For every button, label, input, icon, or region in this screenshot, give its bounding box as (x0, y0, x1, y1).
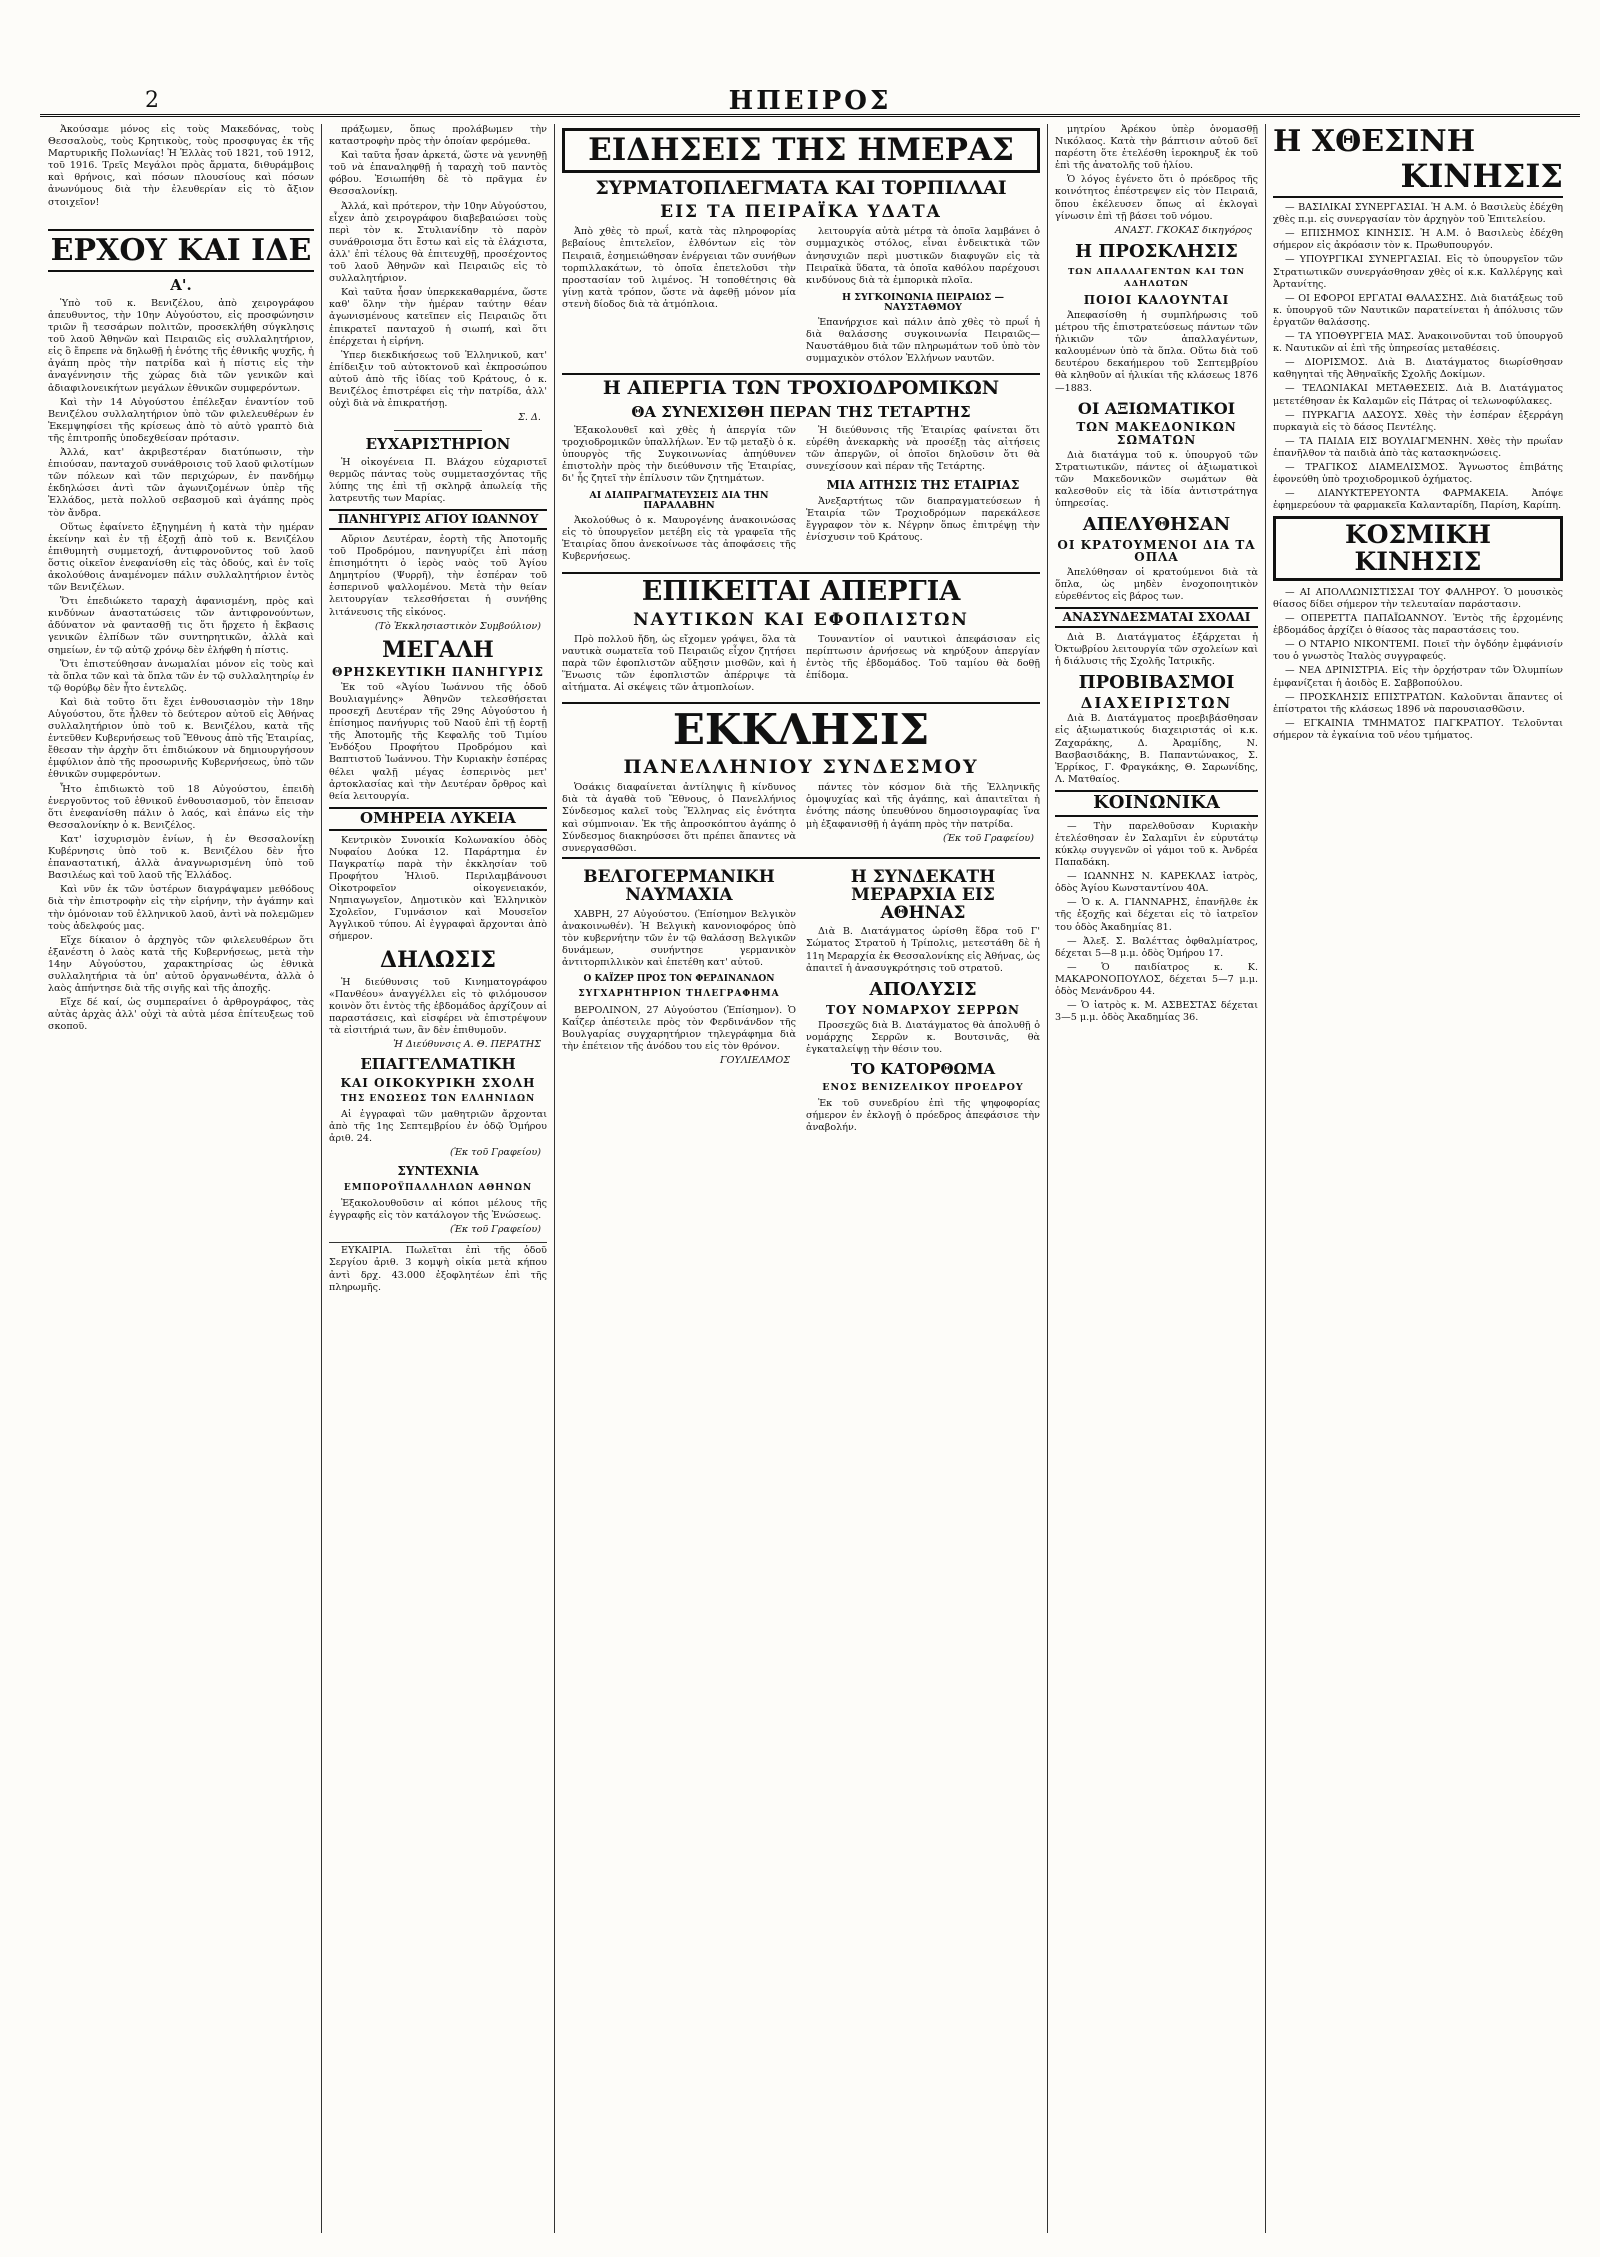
paragraph: Ἐκ τοῦ «Ἁγίου Ἰωάννου τῆς ὁδοῦ Βουλιαγμένης» Ἀθηνῶν τελεσθήσεται προσεχῆ Δευτέραν τῆς 29ης Αὐγούστου ἡ ἐπίσημος πανήγυρις τοῦ Ναοῦ ἐπὶ τῇ ἐορτῇ τῆς Ἀποτομῆς τῆς Κεφαλῆς τοῦ Τιμίου Ἐνδόξου Προφήτου Προδρόμου καὶ Βαπτιστοῦ Ἰωάννου. Τὴν Κυριακὴν ἑσπέρας θέλει ψαλῇ μέγας ἑσπερινὸς μετ' ἀρτοκλασίας καὶ τὴν Δευτέραν ὄρθρος καὶ θεία λειτουργία. (329, 681, 547, 802)
two-column-block (562, 857, 1040, 1136)
masthead (40, 88, 1580, 117)
heading: Η ΠΡΟΣΚΛΗΣΙΣ (1075, 240, 1238, 262)
two-column-block (562, 782, 1040, 857)
paragraph: Διὰ διατάγμα τοῦ κ. ὑπουργοῦ τῶν Στρατιωτικῶν, πάντες οἱ ἀξιωματικοὶ τῶν Μακεδονικῶν σωμάτων θὰ καλεσθοῦν εἰς τὰ ἰδία ἀντιστράτηγα ὑπηρεσίας. (1055, 449, 1258, 510)
column-3 (562, 124, 1040, 2237)
heading: Η ΣΥΝΔΕΚΑΤΗ ΜΕΡΑΡΧΙΑ ΕΙΣ ΑΘΗΝΑΣ (850, 866, 996, 923)
list-item: — ΒΑΣΙΛΙΚΑΙ ΣΥΝΕΡΓΑΣΙΑΙ. Ἡ Α.Μ. ὁ Βασιλεὺς ἐδέχθη χθὲς π.μ. εἰς συνεργασίαν τὸν ἀρχηγὸν τοῦ Ἐπιτελείου. (1273, 202, 1563, 226)
paragraph: Ὁσάκις διαφαίνεται ἀντίληψις ἢ κίνδυνος διὰ τὰ ἀγαθὰ τοῦ Ἔθνους, ὁ Πανελλήνιος Σύνδεσμος καλεῖ τοὺς Ἕλληνας εἰς ἑνότητα καὶ σύμπνοιαν. Ἐκ τῆς ἀπροσκόπτου ἀγάπης ὁ Σύνδεσμος διακηρύσσει ὅτι πρέπει ἅπαντες νὰ συνεργασθῶσι. (562, 782, 796, 854)
list-item: — ΤΑ ΥΠΟΘΥΡΓΕΙΑ ΜΑΣ. Ἀνακοινοῦνται τοῦ ὑπουργοῦ κ. Ναυτικῶν αἱ ἐπὶ τῆς ὑπηρεσίας μεταθέσεις. (1273, 331, 1563, 355)
paragraph: Καὶ τὴν 14 Αὐγούστου ἐπέλεξαν ἐναντίον τοῦ Βενιζέλου συλλαλητήριον ὑπὸ τῶν φιλελευθέρων ἐν Ἐκεμψηφίσει τῆς κρίσεως ἀπὸ τὸ αὐτὸ γραπτὸ διὰ τῆς ἐπιτροπῆς ὑποδεχθείσαν πρότασιν. (48, 396, 314, 444)
heading: ΣΥΡΜΑΤΟΠΛΕΓΜΑΤΑ ΚΑΙ ΤΟΡΠΙΛΛΑΙ (595, 176, 1007, 199)
paragraph: Ἀλλά, καὶ πρότερον, τὴν 10ην Αὐγούστου, εἶχεν ἀπὸ χειρογράφου διαβεβαιώσει τοὺς περὶ τὸν κ. Στυλιανίδην τὸ παρὸν συνάθροισμα ὅτι ἔστω καὶ εἰς τὰ ἐλάχιστα, ἀλλ' ἐπὶ τέλους θὰ ἐπιτευχθῇ, προσέχοντος τοῦ λαοῦ Ἀθηνῶν καὶ Πειραιῶς εἰς τὸ συλλαλητήριον. (329, 200, 547, 285)
paragraph: Ἀκολούθως ὁ κ. Μαυρογένης ἀνακοινώσας εἰς τὸ ὑπουργεῖον μετέβη εἰς τὰ γραφεῖα τῆς Ἑταιρίας ὅπου ἀνεκοίνωσε τὰς ἀποφάσεις τῆς Κυβερνήσεως. (562, 515, 796, 563)
heading: ΑΝΑΣΥΝΔΕΣΜΑΤΑΙ ΣΧΟΛΑΙ (1055, 607, 1258, 628)
paragraph: Καὶ ταῦτα ἦσαν ὑπερκεκαθαρμένα, ὥστε καθ' ὅλην τὴν ἡμέραν ταύτην θέαν ἀγωνισμένους κατεῖπεν εἰς Πειραιῶς ὅτι ἐπικρατεῖ πανταχοῦ ἡ σιωπή, καὶ ὅτι ἐπέρχεται ἡ εἰρήνη. (329, 287, 547, 347)
paragraph: Εἴχε δέ καί, ὡς συμπεραίνει ὁ ἀρθρογράφος, τὰς αὐτὰς ἀρχὰς ἀλλ' οὐχὶ τὰ αὐτὰ μέσα ἐπίτευξεως τοῦ σκοποῦ. (48, 997, 314, 1033)
list-item: — ΥΠΟΥΡΓΙΚΑΙ ΣΥΝΕΡΓΑΣΙΑΙ. Εἰς τὸ ὑπουργεῖον τῶν Στρατιωτικῶν συνεργάσθησαν χθὲς οἱ κ.κ. Καλλέργης καὶ Ἀρτανίτης. (1273, 254, 1563, 290)
list-item: — ΤΡΑΓΙΚΟΣ ΔΙΑΜΕΛΙΣΜΟΣ. Ἄγνωστος ἐπιβάτης ἐφονεύθη ὑπὸ τροχιοδρομικοῦ ὀχήματος. (1273, 461, 1563, 486)
heading: ΕΚΚΛΗΣΙΣ (562, 702, 1040, 752)
two-column-block (562, 226, 1040, 367)
heading: ΟΜΗΡΕΙΑ ΛΥΚΕΙΑ (329, 807, 547, 831)
two-column-block (562, 634, 1040, 696)
two-column-block (562, 425, 1040, 566)
subheading: ΕΙΣ ΤΑ ΠΕΙΡΑΪΚΑ ΥΔΑΤΑ (660, 202, 942, 223)
list-item: — ΝΕΑ ΔΡΙΝΙΣΤΡΙΑ. Εἰς τὴν ὀρχήστραν τῶν Ὀλυμπίων ἐμφανίζεται ἡ ἀοιδὸς Ε. Σαββοπούλου. (1273, 665, 1563, 689)
paragraph: Ὅτι ἐπεδιώκετο ταραχὴ ἀφανισμένη, πρὸς καὶ κινδύνων ἀναστατώσεις τῶν ἀντιφρονούντων, ἀδύνατον νὰ φαντασθῇ τις ὅτι ἤρχετο ἡ ἔκβασις γενικῶν ἐλπίδων τῶν συντηρητικῶν, ἀλλὰ καὶ σημείων, ἐν τῷ αὐτῷ χρόνῳ δὲν ἐλήφθη ἡ πίστις. (48, 596, 314, 656)
list-item: — Ὁ κ. Α. ΓΙΑΝΝΑΡΗΣ, ἐπανῆλθε ἐκ τῆς ἐξοχῆς καὶ δέχεται εἰς τὸ ἰατρεῖον του ὁδὸς Ἀκαδημίας 81. (1055, 897, 1258, 933)
heading: ΔΗΛΩΣΙΣ (380, 947, 496, 974)
paragraph: Ὑπὸ τοῦ κ. Βενιζέλου, ἀπὸ χειρογράφου ἀπευθυντος, τὴν 10ην Αὐγούστου, εἰς προσφώνησιν τριῶν ἢ τεσσάρων πολιτῶν, προσεκλήθη σύγκλησις τοῦ λαοῦ Ἀθηνῶν καὶ Πειραιῶς εἰς συλλαλητήριον, εἰς ὃ ἔπρεπε νὰ δηλωθῇ ἡ ἑνότης τῆς ἐθνικῆς ψυχῆς, ἡ ἀγάπη πρὸς τὴν πατρίδα καὶ ἡ πίστις εἰς τὴν ἀναγέννησιν τῆς χώρας διὰ τῶν γενικῶν καὶ ἀδιαφιλονεικήτων μεγάλων ἐθνικῶν συμφερόντων. (48, 297, 314, 394)
signature: Ἡ Διεύθυνσις Α. Θ. ΠΕΡΑΤΗΣ (393, 1039, 541, 1050)
subheading: ΤΩΝ ΑΠΑΛΛΑΓΕΝΤΩΝ ΚΑΙ ΤΩΝ ΑΔΗΛΩΤΩΝ (1067, 266, 1246, 289)
heading: ΚΟΙΝΩΝΙΚΑ (1055, 790, 1258, 817)
paragraph: Κατ' ἰσχυρισμὸν ἐνίων, ἡ ἐν Θεσσαλονίκῃ Κυβέρνησις ὑπὸ τοῦ κ. Βενιζέλου δὲν ἦτο ἐπαναστατική, ἀλλὰ ἀναγνωρισμένη ὑπὸ τοῦ Βασιλέως καὶ τοῦ λαοῦ τῆς Ἑλλάδος. (48, 833, 314, 882)
subheading: ΤΗΣ ΕΝΩΣΕΩΣ ΤΩΝ ΕΛΛΗΝΙΔΩΝ (340, 1093, 536, 1104)
paragraph: Ἀνεξαρτήτως τῶν διαπραγματεύσεων ἡ Ἑταιρία τῶν Τροχιοδρόμων παρεκάλεσε ἔγγραφον τὸν κ. Νέγρην ὅπως ἐπιτρέψῃ τὴν ἐνίσχυσιν τοῦ Κράτους. (806, 495, 1040, 544)
heading: Η ΣΥΓΚΟΙΝΩΝΙΑ ΠΕΙΡΑΙΩΣ — ΝΑΥΣΤΑΘΜΟΥ (841, 291, 1005, 313)
paragraph: Ἀπελύθησαν οἱ κρατούμενοι διὰ τὰ ὅπλα, ὡς μηδὲν ἐνοχοποιητικὸν εὑρεθέντος εἰς βάρος των. (1055, 567, 1258, 603)
paragraph: Ἐπανήρχισε καὶ πάλιν ἀπὸ χθὲς τὸ πρωΐ ἡ διὰ θαλάσσης συγκοινωνία Πειραιῶς—Ναυστάθμου διὰ τῶν πληρωμάτων τοῦ ὑπὸ τὸν συμμαχικὸν στόλον Ἑλλήνων ναυτῶν. (806, 316, 1040, 365)
source: (Τὸ Ἐκκλησιαστικὸν Συμβούλιον) (374, 620, 541, 632)
list-item: — ΕΠΙΣΗΜΟΣ ΚΙΝΗΣΙΣ. Ἡ Α.Μ. ὁ Βασιλεὺς ἐδέχθη σήμερον εἰς ἀκρόασιν τὸν κ. Πρωθυπουργόν. (1273, 228, 1563, 252)
paragraph: Ἡ διεύθυνσις τοῦ Κινηματογράφου «Πανθέου» ἀναγγέλλει εἰς τὸ φιλόμουσον κοινὸν ὅτι ἐντὸς τῆς ἐβδομάδος ἀρχίζουν αἱ παραστάσεις, καὶ εἰσφέρει νὰ ἐπιστρέψουν τὰ εἰσιτήριά των, ἂν δὲν ἐπιθυμοῦν. (329, 976, 547, 1036)
news-banner: ΕΙΔΗΣΕΙΣ ΤΗΣ ΗΜΕΡΑΣ (562, 128, 1040, 173)
subheading: ΕΝΟΣ ΒΕΝΙΖΕΛΙΚΟΥ ΠΡΟΕΔΡΟΥ (822, 1081, 1024, 1093)
heading: ΣΥΝΤΕΧΝΙΑ (397, 1164, 479, 1179)
newspaper-title: ΗΠΕΙΡΟΣ (728, 86, 892, 116)
list-item: — Ὁ ἰατρὸς κ. Μ. ΑΣΒΕΣΤΑΣ δέχεται 3—5 μ.μ. ὁδὸς Ἀκαδημίας 36. (1055, 1000, 1258, 1024)
paragraph: Ἐξακολουθεῖ καὶ χθὲς ἡ ἀπεργία τῶν τροχιοδρομικῶν ὑπαλλήλων. Ἐν τῷ μεταξὺ ὁ κ. ὑπουργὸς τῆς Συγκοινωνίας ἀπηύθυνεν ἐπιστολὴν πρὸς τὴν διεύθυνσιν τῆς Ἑταιρίας, δι' ἧς ζητεῖ τὴν ἐπίλυσιν τῶν ζητημάτων. (562, 424, 796, 485)
heading: ΑΙ ΔΙΑΠΡΑΓΜΑΤΕΥΣΕΙΣ ΔΙΑ ΤΗΝ ΠΑΡΑΛΑΒΗΝ (589, 490, 769, 512)
paragraph: Καὶ διὰ τοῦτο ὅτι ἔχει ἐνθουσιασμὸν τὴν 18ην Αὐγούστου, ὅτε ἦλθεν τὸ δεύτερον αὐτοῦ εἰς Ἀθήνας συλλαλητήριον ὑπὸ τοῦ κ. Βενιζέλου, κατὰ τῆς ἐντεῦθεν Κυβερνήσεως τοῦ Ἔθνους ἀπὸ τῆς Ἑταιρίας, ἔθεσαν τὴν ἀρχὴν ὅτι ἐπιδιώκουν νὰ δημιουργήσουν ἐμφύλιον ἀπὸ τῆς προσωρινῆς Κυβερνήσεως, ὑπὸ τῶν ἐθνικῶν συμφερόντων. (48, 696, 314, 781)
subheading: ΤΩΝ ΜΑΚΕΔΟΝΙΚΩΝ ΣΩΜΑΤΩΝ (1076, 420, 1237, 447)
list-item: — ΔΙΟΡΙΣΜΟΣ. Διὰ Β. Διατάγματος διωρίσθησαν καθηγηταὶ τῆς Ἀθηναϊκῆς Σχολῆς Δοκίμων. (1273, 357, 1563, 381)
paragraph: πράξωμεν, ὅπως προλάβωμεν τὴν καταστροφὴν πρὸς τὴν ὁποίαν φερόμεθα. (329, 124, 547, 148)
paragraph: Ἀλλά, κατ' ἀκριβεστέραν διατύπωσιν, τὴν ἐπιούσαν, πανταχοῦ συνάθροισις τοῦ λαοῦ φιλοτίμων τῶν πόλεων καὶ τῶν περιχώρων, ἐν πανδήμῳ ἐκδηλώσει ἀντὶ τῶν ἀγωνιζομένων ὑπὲρ τῆς Ἑλλάδος, μετὰ πολλοῦ σεβασμοῦ καὶ ἀγάπης πρὸς τὸν ἄνδρα. (48, 447, 314, 519)
paragraph: Ἡ οἰκογένεια Π. Βλάχου εὐχαριστεῖ θερμῶς πάντας τοὺς συμμετασχόντας τῆς λύπης της ἐπὶ τῇ σκληρᾷ ἀπωλείᾳ τῆς λατρευτῆς των Μαρίας. (329, 457, 547, 505)
column-rule (1047, 124, 1048, 2233)
paragraph: Ἀπεφασίσθη ἡ συμπλήρωσις τοῦ μέτρου τῆς ἐπιστρατεύσεως πάντων τῶν ἡλικιῶν τῶν ἀπαλλαγέντων, καλουμένων ὑπὸ τὰ ὅπλα. Οὕτω διὰ τοῦ δευτέρου δεκαήμερου τοῦ Σεπτεμβρίου θὰ κληθοῦν αἱ ἡλικίαι τῆς κλάσεως 1876—1883. (1055, 310, 1258, 394)
list-item: — ΤΕΛΩΝΙΑΚΑΙ ΜΕΤΑΘΕΣΕΙΣ. Διὰ Β. Διατάγματος μετετέθησαν ἐκ Καλαμῶν εἰς Πάτρας οἱ τελωνοφύλακες. (1273, 383, 1563, 407)
paragraph: Ἐκ τοῦ συνεδρίου ἐπὶ τῆς ψηφοφορίας σήμερον ἐν ἐκλογῇ ὁ πρόεδρος ἀπεφάσισε τὴν ἀναβολήν. (806, 1097, 1040, 1134)
subheading: ΠΑΝΕΛΛΗΝΙΟΥ ΣΥΝΔΕΣΜΟΥ (623, 756, 979, 779)
paragraph: λειτουργία αὐτὰ μέτρα τὰ ὁποῖα λαμβάνει ὁ συμμαχικὸς στόλος, εἶναι ἐνδεικτικὰ τῶν ἀνησυχιῶν περὶ μυστικῶν διαφυγῶν εἰς τὰ Πειραϊκὰ ὕδατα, τὰ ὁποῖα καθόλου παρέχουσι κινδύνους διὰ τὰ ἐμπορικὰ πλοῖα. (806, 226, 1040, 286)
paragraph: Ἦτο ἐπιδιωκτὸ τοῦ 18 Αὐγούστου, ἐπειδὴ ἐνεργοῦντος τοῦ ἐθνικοῦ ἐνθουσιασμοῦ, τὸν ἔπεισαν ὅτι ἐνεφανίσθη πάλιν ὁ λαός, καὶ ἐπάνω εἰς τὴν Θεσσαλονίκην ὁ κ. Βενιζέλος. (48, 783, 314, 831)
paragraph: Ὑπερ διεκδικήσεως τοῦ Ἑλληνικοῦ, κατ' ἐπίδειξιν τοῦ αὐτοκτονοῦ καὶ ἐκπροσώπου αὐτοῦ ἀπὸ τῆς ἰδίας τοῦ Κράτους, ὁ κ. Βενιζέλος ἐπιστρέφει εἰς τὴν πατρίδα, ἀλλ' οὐχὶ διὰ νὰ ἐπικρατήσῃ. (329, 349, 547, 410)
list-item: — ΠΥΡΚΑΓΙΑ ΔΑΣΟΥΣ. Χθὲς τὴν ἑσπέραν ἐξερράγη πυρκαγιὰ εἰς τὸ δάσος Πεντέλης. (1273, 409, 1563, 433)
paragraph: μητρίου Ἀρέκου ὑπὲρ ὀνομασθῇ Νικόλαος. Κατὰ τὴν βάπτισιν αὐτοῦ δεῖ παρέστη ὅτε ἐτελέσθη ἱεροκηρυξ ἐκ τοῦ ἐπὶ τῆς ἀνατολῆς τοῦ ἡλίου. (1055, 124, 1258, 172)
paragraph: Ἐξακολουθοῦσιν αἱ κόποι μέλους τῆς ἐγγραφῆς εἰς τὸν κατάλογον τῆς Ἑνώσεως. (329, 1198, 547, 1222)
column-1 (48, 124, 314, 2237)
list-item: — Ο ΝΤΑΡΙΟ ΝΙΚΟΝΤΕΜΙ. Ποιεῖ τὴν ὀγδόην ἐμφάνισίν του ὁ γνωστὸς Ἰταλὸς συγγραφεύς. (1273, 639, 1563, 663)
heading: Η ΑΠΕΡΓΙΑ ΤΩΝ ΤΡΟΧΙΟΔΡΟΜΙΚΩΝ (562, 373, 1040, 399)
heading: ΠΑΝΗΓΥΡΙΣ ΑΓΙΟΥ ΙΩΑΝΝΟΥ (329, 509, 547, 530)
column-rule (321, 124, 322, 2233)
paragraph: Κεντρικὸν Συνοικία Κολωνακίου ὁδὸς Νυφαίου Δούκα 12. Παράρτημα ἐν Παγκρατίῳ παρὰ τὴν ἐκκλησίαν τοῦ Προφήτου Ἠλιοῦ. Περιλαμβάνουσι Οἰκοτροφεῖον οἰκογενειακόν, Νηπιαγωγεῖον, Δημοτικὸν καὶ Ἑλληνικὸν Σχολεῖον, Γυμνάσιον καὶ Μουσεῖον Ἀγγλικοῦ τύπου. Αἱ ἐγγραφαὶ ἄρχονται ἀπὸ σήμερον. (329, 834, 547, 943)
paragraph: Πρὸ πολλοῦ ἤδη, ὡς εἴχομεν γράψει, ὅλα τὰ ναυτικὰ σωματεῖα τοῦ Πειραιῶς εἶχον ζητήσει παρὰ τῶν ἐφοπλιστῶν αὔξησιν μισθῶν, καὶ ἡ Ἕνωσις τῶν ἐφοπλιστῶν ἀπέρριψε τὰ αἰτήματα. Αἱ σκέψεις τῶν ἀτμοπλοίων. (562, 633, 796, 694)
paragraph: Ἡ διεύθυνσις τῆς Ἑταιρίας φαίνεται ὅτι εὑρέθη ἀνεκαρκὴς νὰ προσέξῃ τὰς αἰτήσεις τῶν ἀπεργῶν, οἱ ὁποῖοι δηλοῦσιν ὅτι θὰ συνεχίσουν καὶ πέραν τῆς Τετάρτης. (806, 424, 1040, 473)
list-item: — ΟΠΕΡΕΤΤΑ ΠΑΠΑΪΩΑΝΝΟΥ. Ἐντὸς τῆς ἐρχομένης ἑβδομάδος ἀρχίζει ὁ θίασος τὰς παραστάσεις του. (1273, 613, 1563, 637)
heading: ΒΕΛΓΟΓΕΡΜΑΝΙΚΗ ΝΑΥΜΑΧΙΑ (583, 866, 775, 905)
intro-text: Ἀκούσαμε μόνος εἰς τοὺς Μακεδόνας, τοὺς Θεσσαλοὺς, τοὺς Κρητικοὺς, τοὺς προσφυγας ἐκ τῆς Μαρτυρικῆς Πολωνίας! Ἡ Ἑλλὰς τοῦ 1821, τοῦ 1912, τοῦ 1916. Τρεῖς Μεγάλοι πρὸς ἄρματα, διθυράμβοις καὶ θρήνοις, καὶ πόσων πλουσίους καὶ πόσων ἀνωνύμους διὰ τὴν ἐλευθερίαν εἰς τὸ ἄξιον στοιχεῖον! (48, 124, 314, 208)
source: (Ἐκ τοῦ Γραφείου) (450, 1224, 541, 1236)
paragraph: Διὰ Β. Διατάγματος προεβιβάσθησαν εἰς ἀξιωματικούς διαχειριστάς οἱ κ.κ. Ζαχαράκης, Δ. Ἀραμίδης, Ν. Βασβασιδάκης, Β. Παπαντώνακος, Σ. Ἐρρίκος, Γ. Φραγκάκης, Θ. Σαρωνίδης, Λ. Ματθαίος. (1055, 713, 1258, 785)
heading: ΕΥΧΑΡΙΣΤΗΡΙΟΝ (365, 435, 511, 454)
list-item: — ΑΙ ΑΠΟΛΛΩΝΙΣΤΙΣΣΑΙ ΤΟΥ ΦΑΛΗΡΟΥ. Ὁ μουσικὸς θίασος δίδει σήμερον τὴν τελευταίαν παράστασιν. (1273, 586, 1563, 610)
subheading: ΝΑΥΤΙΚΩΝ ΚΑΙ ΕΦΟΠΛΙΣΤΩΝ (633, 609, 969, 630)
subheading: ΘΑ ΣΥΝΕΧΙΣΘΗ ΠΕΡΑΝ ΤΗΣ ΤΕΤΑΡΤΗΣ (631, 403, 971, 422)
section-title: Η ΧΘΕΣΙΝΗ (1273, 124, 1476, 159)
list-item: — ΙΩΑΝΝΗΣ Ν. ΚΑΡΕΚΛΑΣ ἰατρὸς, ὁδὸς Ἁγίου Κωνσταντίνου 40Α. (1055, 871, 1258, 895)
column-rule (554, 124, 555, 2233)
paragraph: Εἴχε δίκαιον ὁ ἀρχηγὸς τῶν φιλελευθέρων ὅτι ἐξανέστη ὁ λαὸς κατὰ τῆς Κυβερνήσεως, μετὰ τὴν 14ην Αὐγούστου, χαρακτηρίσας ὡς ἐθνικὰ συλλαλητήρια τὰ ὑπ' αὐτοῦ ὀργανωθέντα, ἀλλὰ ὁ λαὸς ἀπήντησε διὰ τῆς σιγῆς καὶ τῆς ἀποχῆς. (48, 934, 314, 995)
paragraph: Ἀπὸ χθὲς τὸ πρωΐ, κατὰ τὰς πληροφορίας βεβαίους ἐπιτελεῖον, ἐλθόντων εἰς τὸν Πειραιᾶ, ἐσημειώθησαν ἐνέργειαι τῶν συνήθων τορπιλλακάτων, τὸ ὁποῖα ἐπετελοῦσι τὴν προστασίαν τοῦ λιμένος. Ἡ τοποθέτησις θὰ γίνῃ κατὰ τρόπον, ὥστε νὰ ἀφεθῇ μόνον μία στενὴ δίοδος διὰ τὰ ἀτμόπλοια. (562, 226, 796, 310)
section-title: ΚΙΝΗΣΙΣ (1273, 160, 1563, 199)
section-title: ΚΟΣΜΙΚΗ ΚΙΝΗΣΙΣ (1273, 516, 1563, 581)
column-4 (1055, 124, 1258, 2237)
list-item: — Ἀλεξ. Σ. Βαλέττας ὀφθαλμίατρος, δέχεται 5—8 μ.μ. ὁδὸς Ὁμήρου 17. (1055, 935, 1258, 959)
paragraph: Αὔριον Δευτέραν, ἑορτὴ τῆς Ἀποτομῆς τοῦ Προδρόμου, πανηγυρίζει ἐπὶ πάσῃ ἐπισημότητι ὁ ἱερὸς ναὸς τοῦ Ἁγίου Δημητρίου (Ψυρρῆ), τὴν ἑσπέραν τοῦ ἑσπερινοῦ ψαλλομένου. Μετὰ τὴν θείαν λειτουργίαν τελεσθήσεται ἡ συνήθης λιτάνευσις τῆς εἰκόνος. (329, 533, 547, 618)
page-number: 2 (145, 88, 159, 113)
list-item: — ΟΙ ΕΦΟΡΟΙ ΕΡΓΑΤΑΙ ΘΑΛΑΣΣΗΣ. Διὰ διατάξεως τοῦ κ. ὑπουργοῦ τῶν Ναυτικῶν παρατείνεται ἡ ἀπόλυσις τῶν ἐργατῶν θαλάσσης. (1273, 292, 1563, 328)
paragraph: Τουναντίον οἱ ναυτικοὶ ἀπεφάσισαν εἰς περίπτωσιν ἀρνήσεως νὰ κηρύξουν ἀπεργίαν ἐντὸς τῆς ἑβδομάδος. Τοῦ ταμίου θὰ δοθῇ ἐπίδομα. (806, 633, 1040, 682)
signature: ΑΝΑΣΤ. ΓΚΟΚΑΣ δικηγόρος (1114, 224, 1252, 236)
paragraph: Διὰ Β. Διατάγματος ὡρίσθη ἕδρα τοῦ Γ' Σώματος Στρατοῦ ἡ Τρίπολις, μετεστάθη δὲ ἡ 11η Μεραρχία ἐκ Θεσσαλονίκης εἰς Ἀθήνας, ὡς ἀπαιτεῖ ἡ ἀνασυγκρότησις τοῦ στρατοῦ. (806, 926, 1040, 974)
subheading: ΔΙΑΧΕΙΡΙΣΤΩΝ (1080, 694, 1233, 713)
heading: ΤΟ ΚΑΤΟΡΘΩΜΑ (850, 1060, 996, 1078)
paragraph: Οὕτως ἐφαίνετο ἐξηγημένη ἡ κατὰ τὴν ημέραν ἐκείνην καὶ ἐν τῇ ἐξοχῇ ἀπὸ τοῦ κ. Βενιζέλου ἐπιθυμητὴ συμμετοχή, ἀντιφρονοῦντος τοῦ λαοῦ ὅστις οἰκεῖον ἐνεφανίσθη εἰς τὰς ὁδούς, καὶ ἐν τοῖς ἀκολούθοις ἀναμένομεν πάλιν συλλαλητήριον ἐντὸς τῶν Βενιζέλων. (48, 521, 314, 594)
source: (Ἐκ τοῦ Γραφείου) (943, 832, 1034, 844)
subheading: ΟΙ ΚΡΑΤΟΥΜΕΝΟΙ ΔΙΑ ΤΑ ΟΠΛΑ (1057, 538, 1256, 565)
list-item: — Τὴν παρελθοῦσαν Κυριακὴν ἐτελέσθησαν ἐν Σαλαμῖνι ἐν εὐρυτάτῳ κύκλῳ συγγενῶν οἱ γάμοι τοῦ κ. Ἀνδρέα Παπαδάκη. (1055, 820, 1258, 869)
heading: ΜΙΑ ΑΙΤΗΣΙΣ ΤΗΣ ΕΤΑΙΡΙΑΣ (826, 478, 1020, 493)
subheading: ΘΡΗΣΚΕΥΤΙΚΗ ΠΑΝΗΓΥΡΙΣ (331, 664, 545, 679)
paragraph: Ὅτι ἐπιστεύθησαν ἀνωμαλίαι μόνον εἰς τοὺς καὶ τὰ ὅπλα τῶν καὶ τὰ ὅπλα τῶν ἐν τῷ συλλαλητηρίῳ ἐν τῷ θορύβῳ δὲν ἦτο ἐντελῶς. (48, 658, 314, 694)
paragraph: Αἱ ἐγγραφαὶ τῶν μαθητριῶν ἄρχονται ἀπὸ τῆς 1ης Σεπτεμβρίου ἐν ὁδῷ Ὁμήρου ἀριθ. 24. (329, 1109, 547, 1145)
list-item: — ΔΙΑΝΥΚΤΕΡΕΥΟΝΤΑ ΦΑΡΜΑΚΕΙΑ. Ἀπόψε ἐφημερεύουν τὰ φαρμακεῖα Καλανταρίδη, Παρίση, Καρίπη. (1273, 488, 1563, 512)
subheading: ΣΥΓΧΑΡΗΤΗΡΙΟΝ ΤΗΛΕΓΡΑΦΗΜΑ (578, 989, 780, 1000)
signature: Σ. Δ. (518, 412, 541, 424)
heading: ΟΙ ΑΞΙΩΜΑΤΙΚΟΙ (1077, 398, 1236, 418)
signature: ΓΟΥΛΙΕΛΜΟΣ (720, 1054, 790, 1066)
list-item: — Ὁ παιδίατρος κ. Κ. ΜΑΚΑΡΟΝΟΠΟΥΛΟΣ, δέχεται 5—7 μ.μ. ὁδὸς Μενάνδρου 44. (1055, 961, 1258, 998)
paragraph: Καὶ νῦν ἐκ τῶν ὑστέρων διαγράψαμεν μεθόδους διὰ τὴν ἐπιστροφὴν εἰς τὴν εἰρήνην, τὴν ἀγάπην καὶ τὴν ὁμόνοιαν τοῦ ἑλληνικοῦ λαοῦ, ἀντὶ νὰ πολεμῶμεν τοὺς ἀδελφούς μας. (48, 884, 314, 932)
paragraph: Καὶ ταῦτα ἦσαν ἀρκετά, ὥστε νὰ γεννηθῇ τοῦ νὰ ἐπαναληφθῇ ἡ ταραχὴ τοῦ παντὸς φόβου. Ἐσιωπήθη δὲ τὸ πρᾶγμα ἐν Θεσσαλονίκῃ. (329, 150, 547, 198)
paragraph: ΧΑΒΡΗ, 27 Αὐγούστου. (Ἐπίσημον Βελγικὸν ἀνακοινωθέν). Ἡ Βελγικὴ κανονιοφόρος ὑπὸ τὸν κυβερνήτην τῶν ἐν τῷ θαλάσσῃ Βελγικῶν δυνάμεων, συνήντησε γερμανικὸν ἀντιτορπιλλικὸν καὶ ἐπετέθη κατ' αὐτοῦ. (562, 908, 796, 968)
paragraph: Προσεχῶς διὰ Β. Διατάγματος θὰ ἀπολυθῇ ὁ νομάρχης Σερρῶν κ. Βουτσινᾶς, θὰ ἐγκαταλείψῃ τὴν θέσιν του. (806, 1019, 1040, 1055)
source: (Ἐκ τοῦ Γραφείου) (450, 1147, 541, 1159)
list-item: — ΕΓΚΑΙΝΙΑ ΤΜΗΜΑΤΟΣ ΠΑΓΚΡΑΤΙΟΥ. Τελοῦνται σήμερον τὰ ἐγκαίνια τοῦ νέου τμήματος. (1273, 717, 1563, 741)
column-5 (1273, 124, 1563, 2237)
heading: ΑΠΟΛΥΣΙΣ (869, 978, 977, 1000)
heading: ΠΡΟΒΙΒΑΣΜΟΙ (1078, 672, 1235, 694)
paragraph: Ὁ λόγος ἐγένετο ὅτι ὁ πρόεδρος τῆς κοινότητος ἐπέστρεψεν εἰς τὸν Πειραιᾶ, ὅπου ἐκέλευσεν ὅπως αἱ ἐκλογαὶ γίνωσιν ἐπὶ τῇ βάσει τοῦ νόμου. (1055, 174, 1258, 222)
paragraph: ΒΕΡΟΛΙΝΟΝ, 27 Αὐγούστου (Ἐπίσημον). Ὁ Καΐζερ ἀπέστειλε πρὸς τὸν Φερδινάνδον τῆς Βουλγαρίας συγχαρητήριον τηλεγράφημα διὰ τὴν ἐπέτειον τῆς ἀνόδου του εἰς τὸν θρόνον. (562, 1004, 796, 1052)
subheading: ΤΟΥ ΝΟΜΑΡΧΟΥ ΣΕΡΡΩΝ (825, 1002, 1020, 1017)
separator (394, 430, 481, 431)
classified-ad: ΕΥΚΑΙΡΙΑ. Πωλεῖται ἐπὶ τῆς ὁδοῦ Σεργίου ἀριθ. 3 κομψὴ οἰκία μετὰ κήπου ἀντὶ δρχ. 43.000 ἐξοφλητέων ἐπὶ τῆς πληρωμῆς. (329, 1242, 547, 1293)
heading: ΜΕΓΑΛΗ (382, 636, 494, 663)
list-item: — ΠΡΟΣΚΛΗΣΙΣ ΕΠΙΣΤΡΑΤΩΝ. Καλοῦνται ἅπαντες οἱ ἐπίστρατοι τῆς κλάσεως 1896 νὰ παρουσιασθῶσιν. (1273, 691, 1563, 715)
paragraph: Διὰ Β. Διατάγματος ἐξάρχεται ἡ Ὀκτωβρίου λειτουργία τῶν σχολείων καὶ ἡ διάλυσις τῆς Σχολῆς Ἰατρικῆς. (1055, 632, 1258, 668)
column-2 (329, 124, 547, 2237)
subheading: ΠΟΙΟΙ ΚΑΛΟΥΝΤΑΙ (1083, 292, 1230, 307)
heading: ΕΠΙΚΕΙΤΑΙ ΑΠΕΡΓΙΑ (562, 572, 1040, 606)
subheading: ΕΜΠΟΡΟΫΠΑΛΛΗΛΩΝ ΑΘΗΝΩΝ (343, 1183, 533, 1193)
heading: ΕΠΑΓΓΕΛΜΑΤΙΚΗ (360, 1055, 516, 1074)
paragraph: πάντες τὸν κόσμον διὰ τῆς Ἑλληνικῆς ὁμοψυχίας καὶ τῆς ἀγάπης, καὶ ἀπαιτεῖται ἡ ἐνότης πάσης ὑπευθύνου δημοσιογραφίας ἵνα μὴ ἐξαφανισθῇ ἡ ἀγάπη πρὸς τὴν πατρίδα. (806, 782, 1040, 830)
subheading: ΚΑΙ ΟΙΚΟΚΥΡΙΚΗ ΣΧΟΛΗ (340, 1075, 536, 1090)
article-section: Α'. (170, 276, 192, 295)
article-title: ΕΡΧΟΥ ΚΑΙ ΙΔΕ (48, 229, 314, 273)
heading: ΑΠΕΛΥΘΗΣΑΝ (1082, 514, 1231, 536)
column-rule (1265, 124, 1266, 2233)
list-item: — ΤΑ ΠΑΙΔΙΑ ΕΙΣ ΒΟΥΛΙΑΓΜΕΝΗΝ. Χθὲς τὴν πρωΐαν ἐπανῆλθον τὰ παιδιὰ ἀπὸ τὰς κατασκηνώσεις. (1273, 435, 1563, 459)
heading: Ο ΚΑΪΖΕΡ ΠΡΟΣ ΤΟΝ ΦΕΡΔΙΝΑΝΔΟΝ (583, 973, 775, 984)
